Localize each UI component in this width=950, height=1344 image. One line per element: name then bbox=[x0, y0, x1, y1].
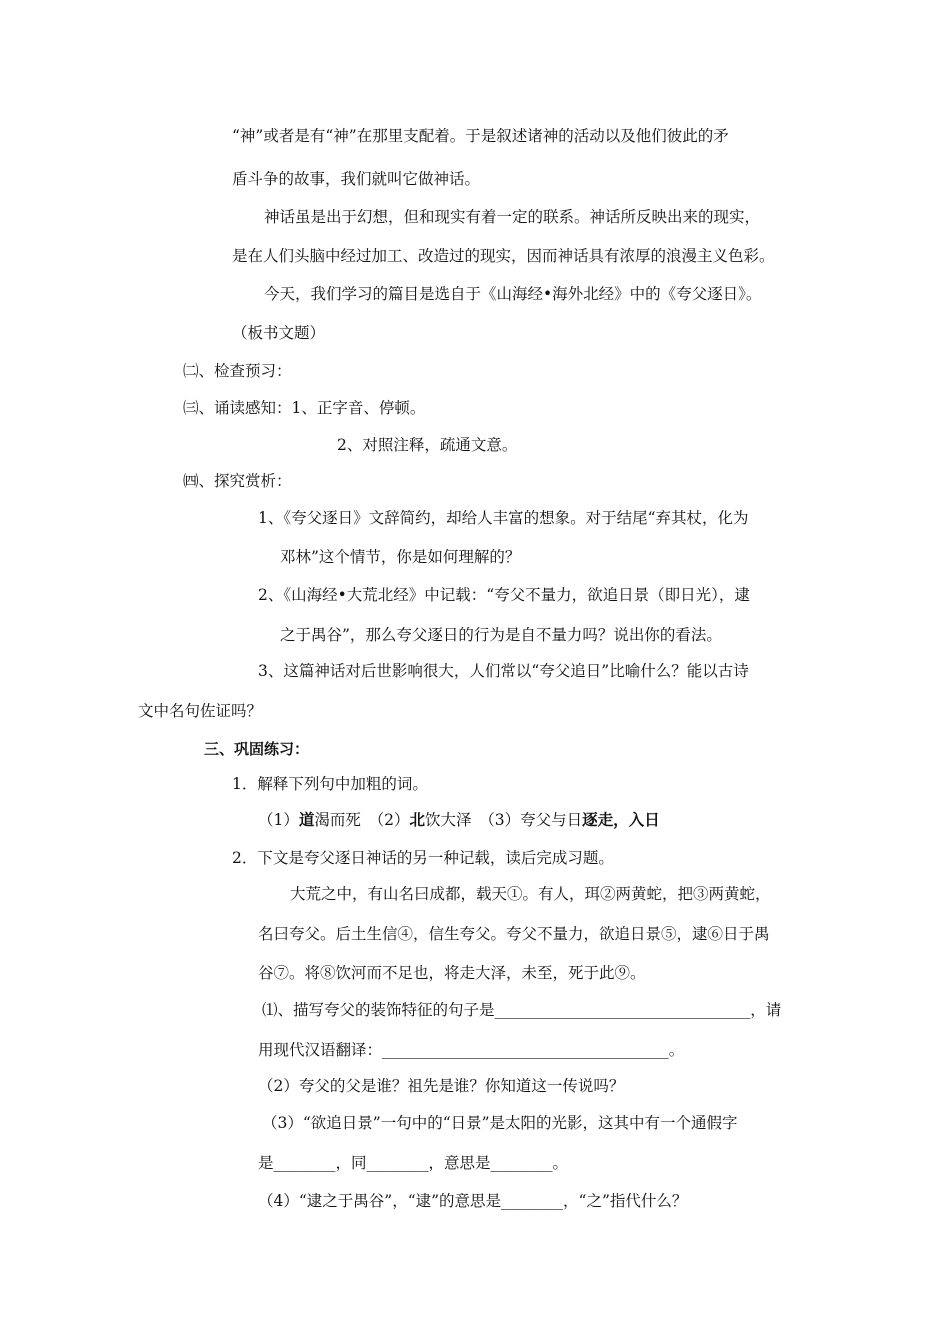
practice-item-1: 1．解释下列句中加粗的词。 bbox=[232, 775, 428, 793]
question-3-line-1: 3、这篇神话对后世影响很大，人们常以“夸父追日”比喻什么？能以古诗 bbox=[258, 662, 749, 680]
question-2-line-1: 2、《山海经•大荒北经》中记载：“夸父不量力，欲追日景（即日光），逮 bbox=[258, 586, 750, 604]
practice-item-1-words bbox=[258, 810, 660, 830]
question-1-line-1: 1、《夸父逐日》文辞简约，却给人丰富的想象。对于结尾“弃其杖，化为 bbox=[258, 509, 749, 527]
passage-line-3: 谷⑦。将⑧饮河而不足也，将走大泽，未至，死于此⑨。 bbox=[258, 964, 646, 982]
step-read-aloud-2: 2、对照注释，疏通文意。 bbox=[337, 436, 518, 454]
practice-heading: 三、巩固练习： bbox=[204, 740, 310, 758]
question-1-line-2: 邓林”这个情节，你是如何理解的？ bbox=[280, 548, 521, 566]
sub-question-3-line-2: 是________，同________，意思是________。 bbox=[258, 1154, 569, 1172]
word-2-suffix: 饮大泽 （3）夸父与日 bbox=[425, 811, 583, 829]
bold-word-ruri: 入日 bbox=[628, 810, 660, 829]
intro-line-2: 盾斗争的故事，我们就叫它做神话。 bbox=[232, 170, 481, 188]
word-1-prefix: （1） bbox=[258, 811, 299, 829]
intro-line-4: 是在人们头脑中经过加工、改造过的现实，因而神话具有浓厚的浪漫主义色彩。 bbox=[232, 247, 775, 265]
sub-question-2: （2）夸父的父是谁？祖先是谁？你知道这一传说吗？ bbox=[258, 1077, 625, 1095]
passage-line-2: 名曰夸父。后土生信④，信生夸父。夸父不量力，欲追日景⑤，逮⑥日于禺 bbox=[258, 925, 770, 943]
intro-line-3: 神话虽是出于幻想，但和现实有着一定的联系。神话所反映出来的现实， bbox=[264, 208, 761, 226]
sub-question-1-line-2: 用现代汉语翻译：_____________________________________。 bbox=[258, 1041, 685, 1059]
passage-line-1: 大荒之中，有山名曰成都，载天①。有人，珥②两黄蛇，把③两黄蛇， bbox=[290, 885, 771, 903]
sub-question-4: （4）“逮之于禺谷”，“逮”的意思是________，“之”指代什么？ bbox=[258, 1192, 688, 1210]
sub-question-1-line-1: ⑴、描写夸父的装饰特征的句子是_________________________________，请 bbox=[262, 1001, 782, 1019]
question-3-line-2: 文中名句佐证吗？ bbox=[138, 702, 263, 720]
bold-word-dao: 道 bbox=[298, 810, 315, 829]
sub-question-3-line-1: （3）“欲追日景”一句中的“日景”是太阳的光影，这其中有一个通假字 bbox=[262, 1114, 738, 1132]
intro-line-1: “神”或者是有“神”在那里支配着。于是叙述诸神的活动以及他们彼此的矛 bbox=[232, 127, 729, 145]
step-check-preview: ㈡、检查预习： bbox=[183, 362, 292, 380]
question-2-line-2: 之于禺谷”，那么夸父逐日的行为是自不量力吗？说出你的看法。 bbox=[280, 626, 722, 644]
bold-word-bei: 北 bbox=[409, 810, 426, 829]
word-1-suffix: 渴而死 （2） bbox=[314, 811, 410, 829]
intro-line-6: （板书文题） bbox=[232, 324, 326, 342]
practice-item-2: 2．下文是夸父逐日神话的另一种记载，读后完成习题。 bbox=[232, 849, 614, 867]
step-read-aloud: ㈢、诵读感知：1、正字音、停顿。 bbox=[183, 399, 426, 417]
intro-line-5: 今天，我们学习的篇目是选自于《山海经•海外北经》中的《夸父逐日》。 bbox=[264, 285, 762, 303]
step-explore: ㈣、探究赏析： bbox=[183, 472, 292, 490]
bold-word-zhuzou: 逐走 bbox=[582, 810, 614, 829]
bold-comma: ， bbox=[613, 810, 629, 829]
